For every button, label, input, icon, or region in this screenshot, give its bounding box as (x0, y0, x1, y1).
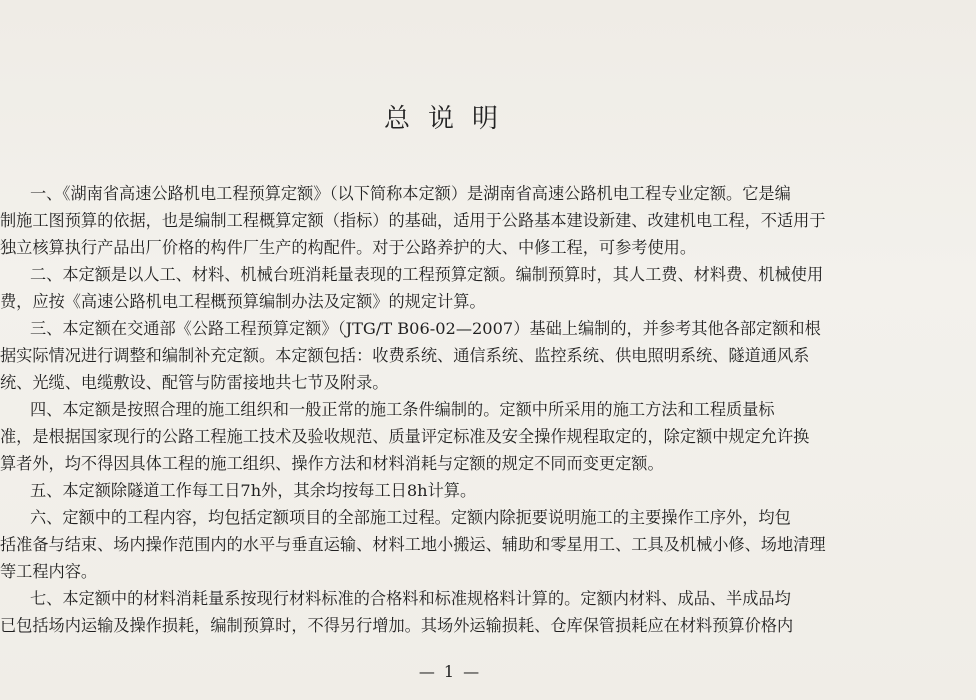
paragraph-line: 已包括场内运输及操作损耗，编制预算时，不得另行增加。其场外运输损耗、仓库保管损耗应在材料预算价格内 (0, 616, 794, 635)
paragraph-line: 括准备与结束、场内操作范围内的水平与垂直运输、材料工地小搬运、辅助和零星用工、工具及机械小修、场地清理 (0, 535, 826, 554)
paragraph-line: 费，应按《高速公路机电工程概预算编制办法及定额》的规定计算。 (0, 292, 486, 311)
paragraph-line: 据实际情况进行调整和编制补充定额。本定额包括：收费系统、通信系统、监控系统、供电照明系统、隧道通风系 (0, 346, 810, 365)
paragraph-line: 算者外，均不得因具体工程的施工组织、操作方法和材料消耗与定额的规定不同而变更定额。 (0, 454, 664, 473)
page-number: — 1 — (418, 662, 482, 681)
paragraph-line: 三、本定额在交通部《公路工程预算定额》（JTG/T B06-02—2007）基础上编制的，并参考其他各部定额和根 (30, 319, 821, 338)
paragraph-line: 等工程内容。 (0, 562, 98, 581)
paragraph-line: 二、本定额是以人工、材料、机械台班消耗量表现的工程预算定额。编制预算时，其人工费、材料费、机械使用 (30, 265, 824, 284)
paragraph-line: 统、光缆、电缆敷设、配管与防雷接地共七节及附录。 (0, 373, 389, 392)
paragraph-line: 六、定额中的工程内容，均包括定额项目的全部施工过程。定额内除扼要说明施工的主要操作工序外，均包 (30, 508, 791, 527)
paragraph-line: 七、本定额中的材料消耗量系按现行材料标准的合格料和标准规格料计算的。定额内材料、成品、半成品均 (30, 589, 791, 608)
paragraph-line: 制施工图预算的依据，也是编制工程概算定额（指标）的基础，适用于公路基本建设新建、改建机电工程，不适用于 (0, 211, 826, 230)
paragraph-line: 准，是根据国家现行的公路工程施工技术及验收规范、质量评定标准及安全操作规程取定的，除定额中规定允许换 (0, 427, 810, 446)
document-title: 总说明 (383, 104, 516, 134)
paragraph-line: 四、本定额是按照合理的施工组织和一般正常的施工条件编制的。定额中所采用的施工方法和工程质量标 (30, 400, 775, 419)
paragraph-line: 独立核算执行产品出厂价格的构件厂生产的构配件。对于公路养护的大、中修工程，可参考使用。 (0, 238, 697, 257)
paragraph-line: 一、《湖南省高速公路机电工程预算定额》（以下简称本定额）是湖南省高速公路机电工程专业定额。它是编 (30, 184, 791, 203)
document-body (0, 180, 976, 639)
paragraph-line: 五、本定额除隧道工作每工日7h外，其余均按每工日8h计算。 (30, 481, 477, 500)
